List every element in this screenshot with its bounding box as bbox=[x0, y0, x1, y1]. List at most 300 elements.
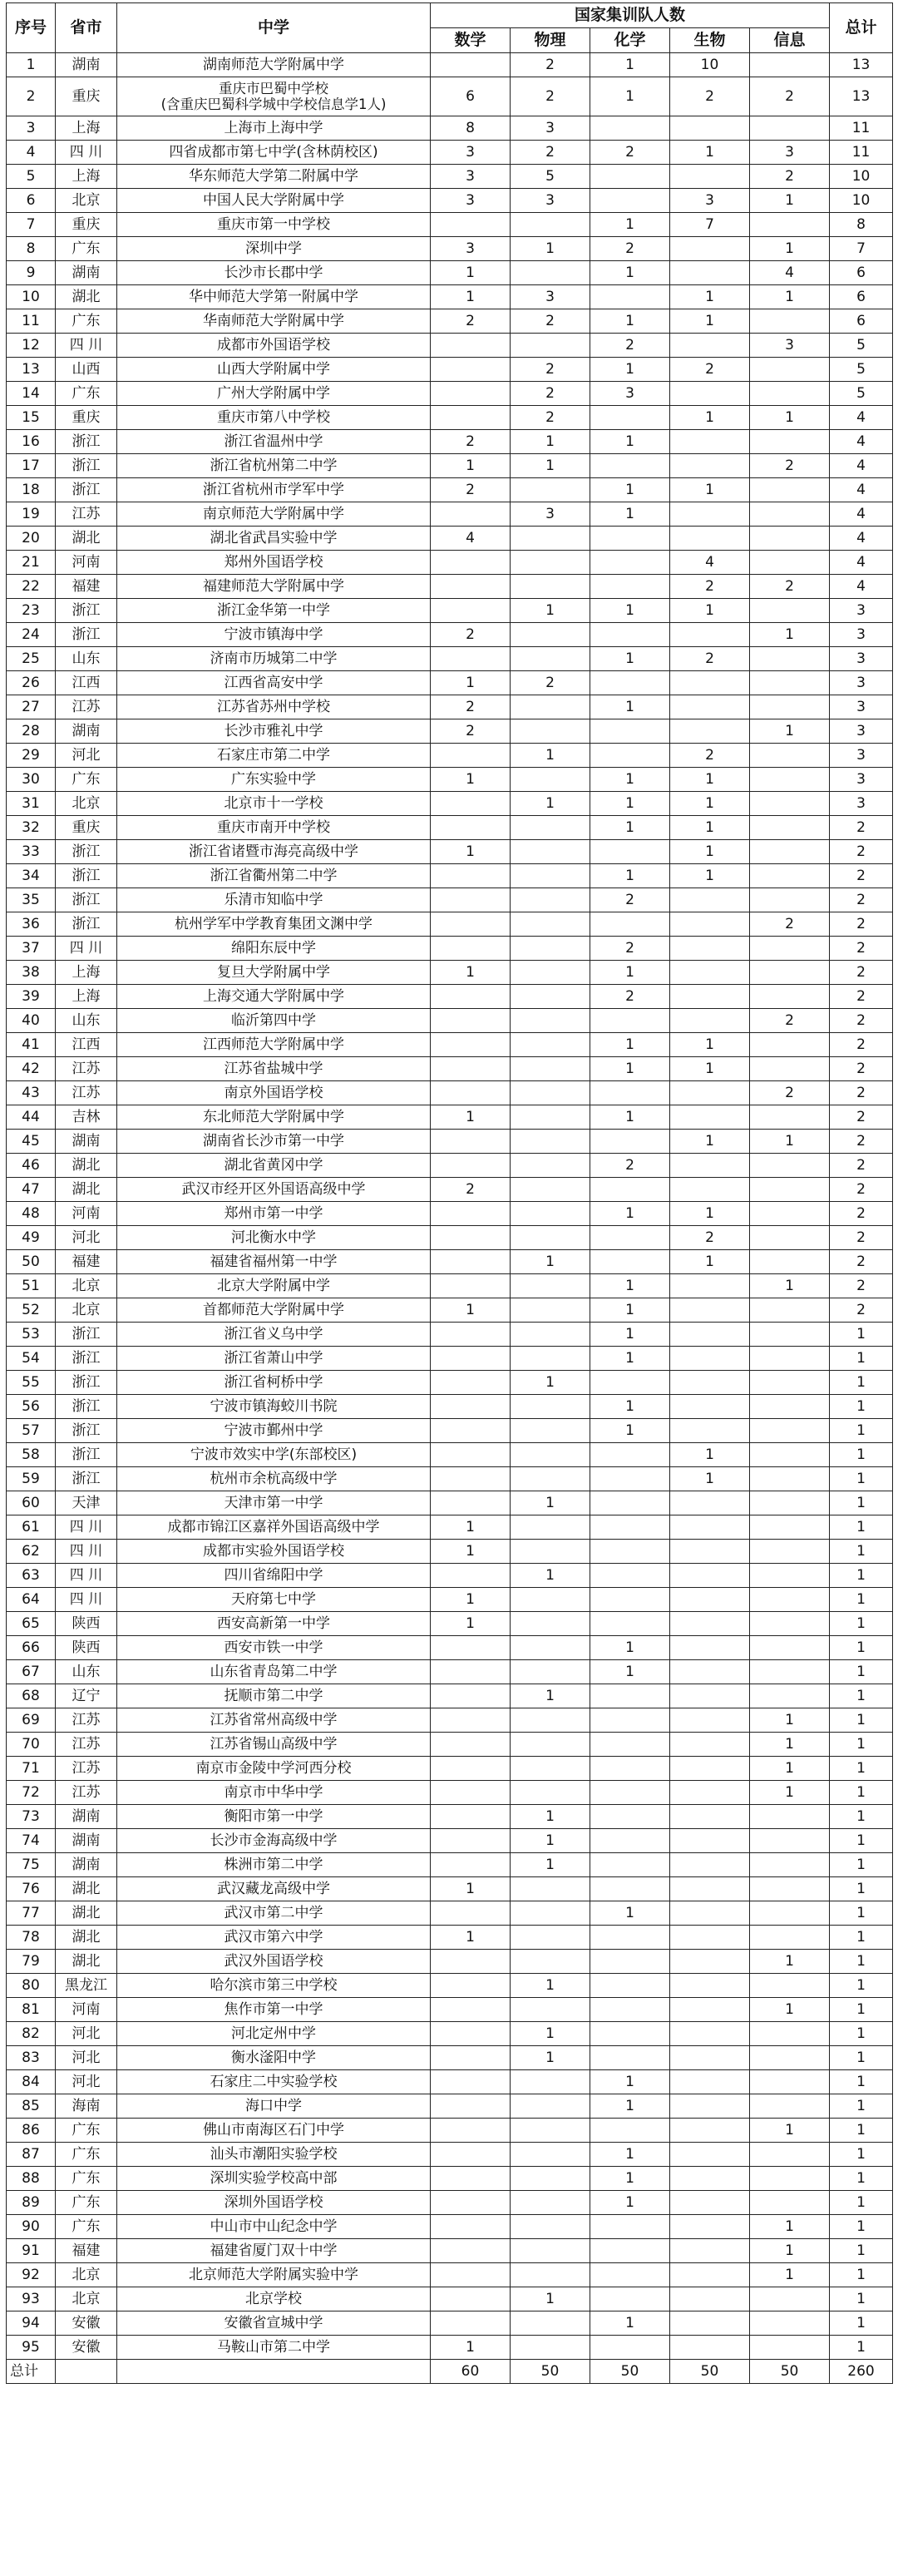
row-chemistry: 1 bbox=[590, 864, 670, 888]
row-biology bbox=[670, 1298, 750, 1323]
row-province: 湖北 bbox=[56, 1877, 117, 1901]
row-index: 5 bbox=[7, 165, 56, 189]
row-index: 29 bbox=[7, 744, 56, 768]
table-row bbox=[7, 1009, 893, 1033]
row-math bbox=[431, 2311, 511, 2336]
row-province: 北京 bbox=[56, 189, 117, 213]
row-math bbox=[431, 1805, 511, 1829]
row-index: 17 bbox=[7, 454, 56, 478]
row-biology bbox=[670, 937, 750, 961]
row-physics bbox=[511, 719, 590, 744]
row-school: 浙江省温州中学 bbox=[117, 430, 431, 454]
table-row bbox=[7, 937, 893, 961]
row-informatics bbox=[750, 599, 830, 623]
row-school: 绵阳东辰中学 bbox=[117, 937, 431, 961]
row-total: 4 bbox=[830, 575, 893, 599]
row-biology bbox=[670, 1491, 750, 1515]
row-biology: 1 bbox=[670, 1033, 750, 1057]
row-biology: 1 bbox=[670, 840, 750, 864]
row-physics: 1 bbox=[511, 430, 590, 454]
row-informatics: 1 bbox=[750, 1733, 830, 1757]
row-province: 四 川 bbox=[56, 1540, 117, 1564]
row-total: 1 bbox=[830, 1419, 893, 1443]
row-total: 1 bbox=[830, 2336, 893, 2360]
row-informatics bbox=[750, 502, 830, 527]
row-index: 91 bbox=[7, 2239, 56, 2263]
row-physics: 3 bbox=[511, 285, 590, 309]
row-physics bbox=[511, 1419, 590, 1443]
row-index: 9 bbox=[7, 261, 56, 285]
row-informatics: 2 bbox=[750, 1081, 830, 1105]
row-informatics: 1 bbox=[750, 1757, 830, 1781]
row-biology bbox=[670, 2070, 750, 2094]
row-province: 河北 bbox=[56, 2046, 117, 2070]
row-school: 汕头市潮阳实验学校 bbox=[117, 2143, 431, 2167]
row-math bbox=[431, 575, 511, 599]
row-biology bbox=[670, 1323, 750, 1347]
row-school: 东北师范大学附属中学 bbox=[117, 1105, 431, 1130]
row-informatics bbox=[750, 1178, 830, 1202]
row-chemistry: 1 bbox=[590, 1033, 670, 1057]
row-province: 山西 bbox=[56, 358, 117, 382]
summary-row bbox=[7, 2360, 893, 2384]
row-index: 49 bbox=[7, 1226, 56, 1250]
row-biology: 2 bbox=[670, 647, 750, 671]
row-informatics: 2 bbox=[750, 1009, 830, 1033]
row-total: 6 bbox=[830, 309, 893, 334]
row-school: 浙江省杭州市学军中学 bbox=[117, 478, 431, 502]
row-math bbox=[431, 1250, 511, 1274]
row-school: 南京师范大学附属中学 bbox=[117, 502, 431, 527]
row-chemistry: 1 bbox=[590, 1105, 670, 1130]
row-index: 20 bbox=[7, 527, 56, 551]
row-total: 1 bbox=[830, 1395, 893, 1419]
row-math bbox=[431, 1274, 511, 1298]
row-total: 4 bbox=[830, 454, 893, 478]
row-biology bbox=[670, 1901, 750, 1926]
row-informatics bbox=[750, 527, 830, 551]
row-index: 38 bbox=[7, 961, 56, 985]
row-index: 55 bbox=[7, 1371, 56, 1395]
row-province: 浙江 bbox=[56, 840, 117, 864]
row-physics bbox=[511, 1467, 590, 1491]
row-total: 1 bbox=[830, 1998, 893, 2022]
table-row bbox=[7, 768, 893, 792]
row-informatics bbox=[750, 937, 830, 961]
row-informatics: 4 bbox=[750, 261, 830, 285]
summary-total: 260 bbox=[830, 2360, 893, 2384]
row-physics bbox=[511, 551, 590, 575]
row-total: 1 bbox=[830, 1901, 893, 1926]
row-math: 1 bbox=[431, 2336, 511, 2360]
row-physics bbox=[511, 985, 590, 1009]
row-biology: 1 bbox=[670, 792, 750, 816]
row-province: 浙江 bbox=[56, 888, 117, 912]
row-physics bbox=[511, 1612, 590, 1636]
row-index: 39 bbox=[7, 985, 56, 1009]
row-province: 北京 bbox=[56, 2263, 117, 2287]
row-biology bbox=[670, 1105, 750, 1130]
row-province: 浙江 bbox=[56, 864, 117, 888]
row-informatics bbox=[750, 985, 830, 1009]
row-chemistry: 1 bbox=[590, 2311, 670, 2336]
row-school: 重庆市南开中学校 bbox=[117, 816, 431, 840]
row-province: 广东 bbox=[56, 2167, 117, 2191]
row-math: 2 bbox=[431, 309, 511, 334]
row-school: 山东省青岛第二中学 bbox=[117, 1660, 431, 1684]
table-row bbox=[7, 792, 893, 816]
table-row bbox=[7, 695, 893, 719]
row-biology bbox=[670, 1926, 750, 1950]
row-math: 1 bbox=[431, 1612, 511, 1636]
row-math bbox=[431, 2287, 511, 2311]
row-school: 佛山市南海区石门中学 bbox=[117, 2119, 431, 2143]
row-math: 3 bbox=[431, 237, 511, 261]
row-province: 湖北 bbox=[56, 1901, 117, 1926]
row-informatics bbox=[750, 1395, 830, 1419]
row-informatics bbox=[750, 1588, 830, 1612]
row-province: 北京 bbox=[56, 2287, 117, 2311]
table-row bbox=[7, 1708, 893, 1733]
row-total: 2 bbox=[830, 1226, 893, 1250]
row-province: 湖南 bbox=[56, 1853, 117, 1877]
row-total: 6 bbox=[830, 261, 893, 285]
row-math bbox=[431, 1781, 511, 1805]
row-biology bbox=[670, 1974, 750, 1998]
table-row bbox=[7, 2263, 893, 2287]
row-informatics bbox=[750, 2191, 830, 2215]
row-school: 四川省绵阳中学 bbox=[117, 1564, 431, 1588]
row-total: 3 bbox=[830, 599, 893, 623]
table-row bbox=[7, 1081, 893, 1105]
row-chemistry: 1 bbox=[590, 695, 670, 719]
row-school: 成都市锦江区嘉祥外国语高级中学 bbox=[117, 1515, 431, 1540]
header-province: 省市 bbox=[56, 3, 117, 53]
row-index: 3 bbox=[7, 116, 56, 141]
row-index: 12 bbox=[7, 334, 56, 358]
row-index: 83 bbox=[7, 2046, 56, 2070]
row-physics bbox=[511, 1540, 590, 1564]
row-physics bbox=[511, 261, 590, 285]
row-chemistry: 1 bbox=[590, 2143, 670, 2167]
row-school: 石家庄市第二中学 bbox=[117, 744, 431, 768]
row-math bbox=[431, 1467, 511, 1491]
row-school: 河北衡水中学 bbox=[117, 1226, 431, 1250]
row-informatics bbox=[750, 2046, 830, 2070]
row-province: 浙江 bbox=[56, 1371, 117, 1395]
row-informatics: 1 bbox=[750, 1708, 830, 1733]
table-row bbox=[7, 478, 893, 502]
row-school: 重庆市巴蜀中学校 (含重庆巴蜀科学城中学校信息学1人) bbox=[117, 77, 431, 116]
row-math: 6 bbox=[431, 77, 511, 116]
row-chemistry bbox=[590, 1757, 670, 1781]
row-chemistry bbox=[590, 1564, 670, 1588]
table-row bbox=[7, 1636, 893, 1660]
row-total: 3 bbox=[830, 792, 893, 816]
row-biology bbox=[670, 1805, 750, 1829]
row-chemistry bbox=[590, 1829, 670, 1853]
row-biology bbox=[670, 1274, 750, 1298]
row-total: 2 bbox=[830, 1009, 893, 1033]
row-index: 8 bbox=[7, 237, 56, 261]
table-row bbox=[7, 1564, 893, 1588]
row-informatics bbox=[750, 1974, 830, 1998]
row-province: 江西 bbox=[56, 1033, 117, 1057]
row-chemistry bbox=[590, 575, 670, 599]
row-biology bbox=[670, 1419, 750, 1443]
row-total: 1 bbox=[830, 2239, 893, 2263]
row-informatics bbox=[750, 647, 830, 671]
row-index: 15 bbox=[7, 406, 56, 430]
row-chemistry bbox=[590, 1612, 670, 1636]
table-row bbox=[7, 1371, 893, 1395]
row-chemistry: 1 bbox=[590, 358, 670, 382]
table-row bbox=[7, 1154, 893, 1178]
row-school: 北京大学附属中学 bbox=[117, 1274, 431, 1298]
row-biology: 2 bbox=[670, 358, 750, 382]
row-biology bbox=[670, 1540, 750, 1564]
row-math: 1 bbox=[431, 261, 511, 285]
row-province: 陕西 bbox=[56, 1612, 117, 1636]
table-row bbox=[7, 2143, 893, 2167]
row-school: 四省成都市第七中学(含林荫校区) bbox=[117, 141, 431, 165]
row-informatics: 1 bbox=[750, 2263, 830, 2287]
row-informatics: 2 bbox=[750, 454, 830, 478]
row-school: 西安市铁一中学 bbox=[117, 1636, 431, 1660]
row-province: 广东 bbox=[56, 2191, 117, 2215]
row-informatics bbox=[750, 309, 830, 334]
summary-empty-cell bbox=[56, 2360, 117, 2384]
row-chemistry bbox=[590, 1805, 670, 1829]
row-physics bbox=[511, 1588, 590, 1612]
row-index: 81 bbox=[7, 1998, 56, 2022]
row-physics: 1 bbox=[511, 237, 590, 261]
row-index: 71 bbox=[7, 1757, 56, 1781]
table-row bbox=[7, 1323, 893, 1347]
table-row bbox=[7, 840, 893, 864]
row-total: 1 bbox=[830, 1805, 893, 1829]
row-index: 67 bbox=[7, 1660, 56, 1684]
row-informatics: 1 bbox=[750, 1781, 830, 1805]
summary-chemistry: 50 bbox=[590, 2360, 670, 2384]
row-biology bbox=[670, 430, 750, 454]
table-row bbox=[7, 527, 893, 551]
row-informatics bbox=[750, 2287, 830, 2311]
row-math: 1 bbox=[431, 454, 511, 478]
row-chemistry: 1 bbox=[590, 478, 670, 502]
row-chemistry: 1 bbox=[590, 768, 670, 792]
row-province: 湖北 bbox=[56, 527, 117, 551]
row-index: 45 bbox=[7, 1130, 56, 1154]
row-chemistry: 1 bbox=[590, 792, 670, 816]
row-school: 华东师范大学第二附属中学 bbox=[117, 165, 431, 189]
row-total: 13 bbox=[830, 77, 893, 116]
row-physics bbox=[511, 1733, 590, 1757]
table-row bbox=[7, 744, 893, 768]
row-index: 92 bbox=[7, 2263, 56, 2287]
row-chemistry bbox=[590, 1684, 670, 1708]
row-school: 江苏省苏州中学校 bbox=[117, 695, 431, 719]
row-school: 浙江省萧山中学 bbox=[117, 1347, 431, 1371]
row-index: 40 bbox=[7, 1009, 56, 1033]
row-informatics bbox=[750, 1347, 830, 1371]
row-total: 1 bbox=[830, 2287, 893, 2311]
row-physics bbox=[511, 1347, 590, 1371]
row-total: 1 bbox=[830, 1491, 893, 1515]
row-physics bbox=[511, 864, 590, 888]
row-chemistry bbox=[590, 1515, 670, 1540]
row-math bbox=[431, 358, 511, 382]
row-chemistry: 2 bbox=[590, 1154, 670, 1178]
table-row bbox=[7, 454, 893, 478]
row-total: 1 bbox=[830, 2191, 893, 2215]
row-informatics: 2 bbox=[750, 912, 830, 937]
row-school: 浙江省杭州第二中学 bbox=[117, 454, 431, 478]
row-math bbox=[431, 1708, 511, 1733]
row-physics: 3 bbox=[511, 189, 590, 213]
table-row bbox=[7, 2336, 893, 2360]
row-informatics bbox=[750, 1901, 830, 1926]
row-province: 北京 bbox=[56, 1298, 117, 1323]
row-chemistry bbox=[590, 1588, 670, 1612]
row-province: 河南 bbox=[56, 1202, 117, 1226]
row-total: 1 bbox=[830, 2263, 893, 2287]
table-row bbox=[7, 2167, 893, 2191]
row-province: 重庆 bbox=[56, 77, 117, 116]
row-chemistry: 2 bbox=[590, 141, 670, 165]
row-province: 安徽 bbox=[56, 2336, 117, 2360]
row-index: 87 bbox=[7, 2143, 56, 2167]
row-total: 1 bbox=[830, 1612, 893, 1636]
row-chemistry bbox=[590, 1998, 670, 2022]
row-school: 郑州市第一中学 bbox=[117, 1202, 431, 1226]
row-physics bbox=[511, 1226, 590, 1250]
row-chemistry bbox=[590, 1950, 670, 1974]
row-chemistry bbox=[590, 744, 670, 768]
row-biology bbox=[670, 1154, 750, 1178]
table-row bbox=[7, 1202, 893, 1226]
row-chemistry: 1 bbox=[590, 1395, 670, 1419]
row-index: 18 bbox=[7, 478, 56, 502]
row-index: 82 bbox=[7, 2022, 56, 2046]
row-school: 湖北省黄冈中学 bbox=[117, 1154, 431, 1178]
table-row bbox=[7, 1781, 893, 1805]
row-biology bbox=[670, 2336, 750, 2360]
row-biology bbox=[670, 1612, 750, 1636]
row-math bbox=[431, 1950, 511, 1974]
row-math bbox=[431, 1395, 511, 1419]
row-chemistry bbox=[590, 2287, 670, 2311]
row-total: 1 bbox=[830, 1926, 893, 1950]
row-informatics: 2 bbox=[750, 165, 830, 189]
row-informatics: 3 bbox=[750, 334, 830, 358]
row-biology: 1 bbox=[670, 309, 750, 334]
row-physics bbox=[511, 1998, 590, 2022]
row-biology bbox=[670, 527, 750, 551]
header-subject-informatics: 信息 bbox=[750, 28, 830, 53]
table-row bbox=[7, 1250, 893, 1274]
row-chemistry bbox=[590, 1250, 670, 1274]
table-row bbox=[7, 1419, 893, 1443]
row-biology: 2 bbox=[670, 1226, 750, 1250]
row-index: 41 bbox=[7, 1033, 56, 1057]
header-subject-math: 数学 bbox=[431, 28, 511, 53]
row-total: 1 bbox=[830, 1660, 893, 1684]
row-math bbox=[431, 864, 511, 888]
row-informatics bbox=[750, 1105, 830, 1130]
row-total: 2 bbox=[830, 912, 893, 937]
row-math bbox=[431, 1901, 511, 1926]
row-total: 1 bbox=[830, 1877, 893, 1901]
row-informatics bbox=[750, 1154, 830, 1178]
row-math bbox=[431, 1733, 511, 1757]
table-row bbox=[7, 1588, 893, 1612]
row-index: 59 bbox=[7, 1467, 56, 1491]
row-math: 1 bbox=[431, 1877, 511, 1901]
row-math bbox=[431, 2191, 511, 2215]
row-chemistry bbox=[590, 2263, 670, 2287]
row-informatics bbox=[750, 1250, 830, 1274]
row-total: 2 bbox=[830, 840, 893, 864]
row-school: 首都师范大学附属中学 bbox=[117, 1298, 431, 1323]
row-province: 湖南 bbox=[56, 1130, 117, 1154]
row-province: 江苏 bbox=[56, 1708, 117, 1733]
row-biology: 1 bbox=[670, 1057, 750, 1081]
row-total: 3 bbox=[830, 719, 893, 744]
row-physics bbox=[511, 695, 590, 719]
summary-informatics: 50 bbox=[750, 2360, 830, 2384]
row-province: 北京 bbox=[56, 1274, 117, 1298]
row-index: 28 bbox=[7, 719, 56, 744]
row-school: 中国人民大学附属中学 bbox=[117, 189, 431, 213]
row-math bbox=[431, 599, 511, 623]
table-row bbox=[7, 2215, 893, 2239]
row-informatics: 1 bbox=[750, 1130, 830, 1154]
row-biology bbox=[670, 961, 750, 985]
row-biology bbox=[670, 695, 750, 719]
row-biology bbox=[670, 1853, 750, 1877]
row-math bbox=[431, 2167, 511, 2191]
row-school: 北京师范大学附属实验中学 bbox=[117, 2263, 431, 2287]
table-row bbox=[7, 309, 893, 334]
row-physics: 1 bbox=[511, 1853, 590, 1877]
row-math bbox=[431, 334, 511, 358]
row-school: 中山市中山纪念中学 bbox=[117, 2215, 431, 2239]
row-math bbox=[431, 985, 511, 1009]
row-province: 重庆 bbox=[56, 213, 117, 237]
row-total: 1 bbox=[830, 1588, 893, 1612]
row-index: 31 bbox=[7, 792, 56, 816]
row-chemistry: 1 bbox=[590, 2070, 670, 2094]
row-index: 26 bbox=[7, 671, 56, 695]
table-row bbox=[7, 406, 893, 430]
row-province: 湖北 bbox=[56, 1178, 117, 1202]
row-total: 1 bbox=[830, 1540, 893, 1564]
row-province: 广东 bbox=[56, 2119, 117, 2143]
row-physics bbox=[511, 2143, 590, 2167]
row-total: 1 bbox=[830, 1636, 893, 1660]
row-province: 四 川 bbox=[56, 937, 117, 961]
row-physics bbox=[511, 2336, 590, 2360]
row-math: 1 bbox=[431, 1926, 511, 1950]
row-biology bbox=[670, 1515, 750, 1540]
row-chemistry: 1 bbox=[590, 1660, 670, 1684]
row-index: 73 bbox=[7, 1805, 56, 1829]
row-informatics bbox=[750, 695, 830, 719]
row-index: 78 bbox=[7, 1926, 56, 1950]
row-total: 1 bbox=[830, 1467, 893, 1491]
row-province: 江苏 bbox=[56, 1081, 117, 1105]
